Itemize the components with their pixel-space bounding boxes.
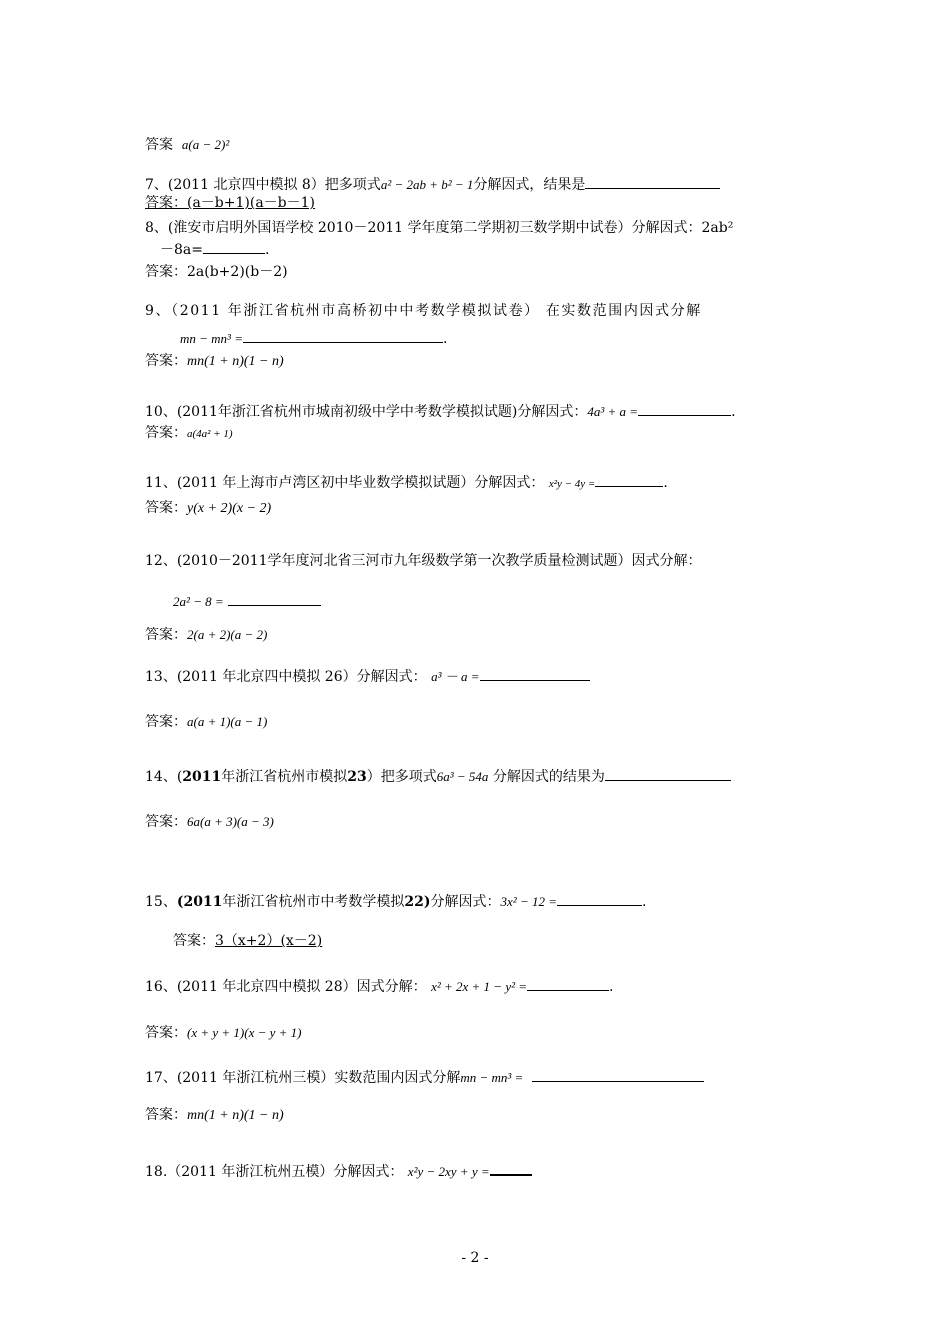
answer-7: 答案：(a－b+1)(a－b－1) (145, 195, 316, 211)
question-12: 12、(2010－2011学年度河北省三河市九年级数学第一次教学质量检测试题）因式分解： (145, 553, 702, 569)
answer-14: 答案：6a(a + 3)(a − 3) (145, 814, 274, 830)
answer-blank[interactable] (605, 766, 731, 781)
answer-blank[interactable] (585, 174, 720, 189)
question-11: 11、(2011 年上海市卢湾区初中毕业数学模拟试题）分解因式： x²y − 4y = . (145, 472, 668, 493)
answer-blank[interactable] (243, 328, 443, 343)
question-16: 16、(2011 年北京四中模拟 28）因式分解： x² + 2x + 1 − y² = . (145, 976, 613, 996)
answer-blank[interactable] (490, 1160, 532, 1176)
question-17: 17、(2011 年浙江杭州三模）实数范围内因式分解mn − mn³ = (145, 1067, 704, 1087)
question-13: 13、(2011 年北京四中模拟 26）分解因式： a³ － a = (145, 666, 590, 686)
question-8: 8、(淮安市启明外国语学校 2010－2011 学年度第二学期初三数学期中试卷）分解因式：2ab² (145, 220, 734, 236)
question-9-expression: mn − mn³ = . (180, 328, 447, 348)
answer-11: 答案：y(x + 2)(x − 2) (145, 500, 272, 516)
answer-blank[interactable] (480, 666, 590, 681)
answer-16: 答案：(x + y + 1)(x − y + 1) (145, 1025, 302, 1041)
answer-17: 答案：mn(1 + n)(1 − n) (145, 1107, 284, 1123)
answer-15: 答案：3（x+2）(x－2) (173, 933, 323, 949)
answer-blank[interactable] (595, 472, 663, 487)
answer-blank[interactable] (638, 401, 731, 416)
question-9: 9、（2011 年浙江省杭州市高桥初中中考数学模拟试卷） 在实数范围内因式分解 (145, 303, 702, 319)
answer-blank[interactable] (203, 239, 265, 254)
page-number: - 2 - (461, 1250, 489, 1266)
answer-blank[interactable] (527, 976, 609, 991)
answer-10: 答案：a(4a² + 1) (145, 425, 233, 441)
answer-blank[interactable] (557, 891, 642, 906)
question-12-expression: 2a² − 8 = (173, 591, 321, 611)
question-7: 7、(2011 北京四中模拟 8）把多项式a² − 2ab + b² − 1分解因式，结果是 (145, 174, 720, 194)
answer-8: 答案：2a(b+2)(b－2) (145, 264, 288, 280)
question-8-continued: －8a= . (160, 239, 269, 259)
answer-13: 答案：a(a + 1)(a − 1) (145, 714, 268, 730)
question-15: 15、(2011年浙江省杭州市中考数学模拟22)分解因式：3x² − 12 = . (145, 891, 646, 911)
question-14: 14、(2011年浙江省杭州市模拟23）把多项式6a³ − 54a 分解因式的结果为 (145, 766, 731, 786)
answer-blank[interactable] (228, 591, 321, 606)
answer-6: 答案 a(a − 2)² (145, 137, 230, 153)
question-18: 18.（2011 年浙江杭州五模）分解因式： x²y − 2xy + y = (145, 1160, 532, 1181)
answer-12: 答案：2(a + 2)(a − 2) (145, 627, 268, 643)
answer-9: 答案：mn(1 + n)(1 − n) (145, 353, 284, 369)
answer-blank[interactable] (532, 1067, 704, 1082)
question-10: 10、(2011年浙江省杭州市城南初级中学中考数学模拟试题)分解因式：4a³ + a = . (145, 401, 736, 421)
